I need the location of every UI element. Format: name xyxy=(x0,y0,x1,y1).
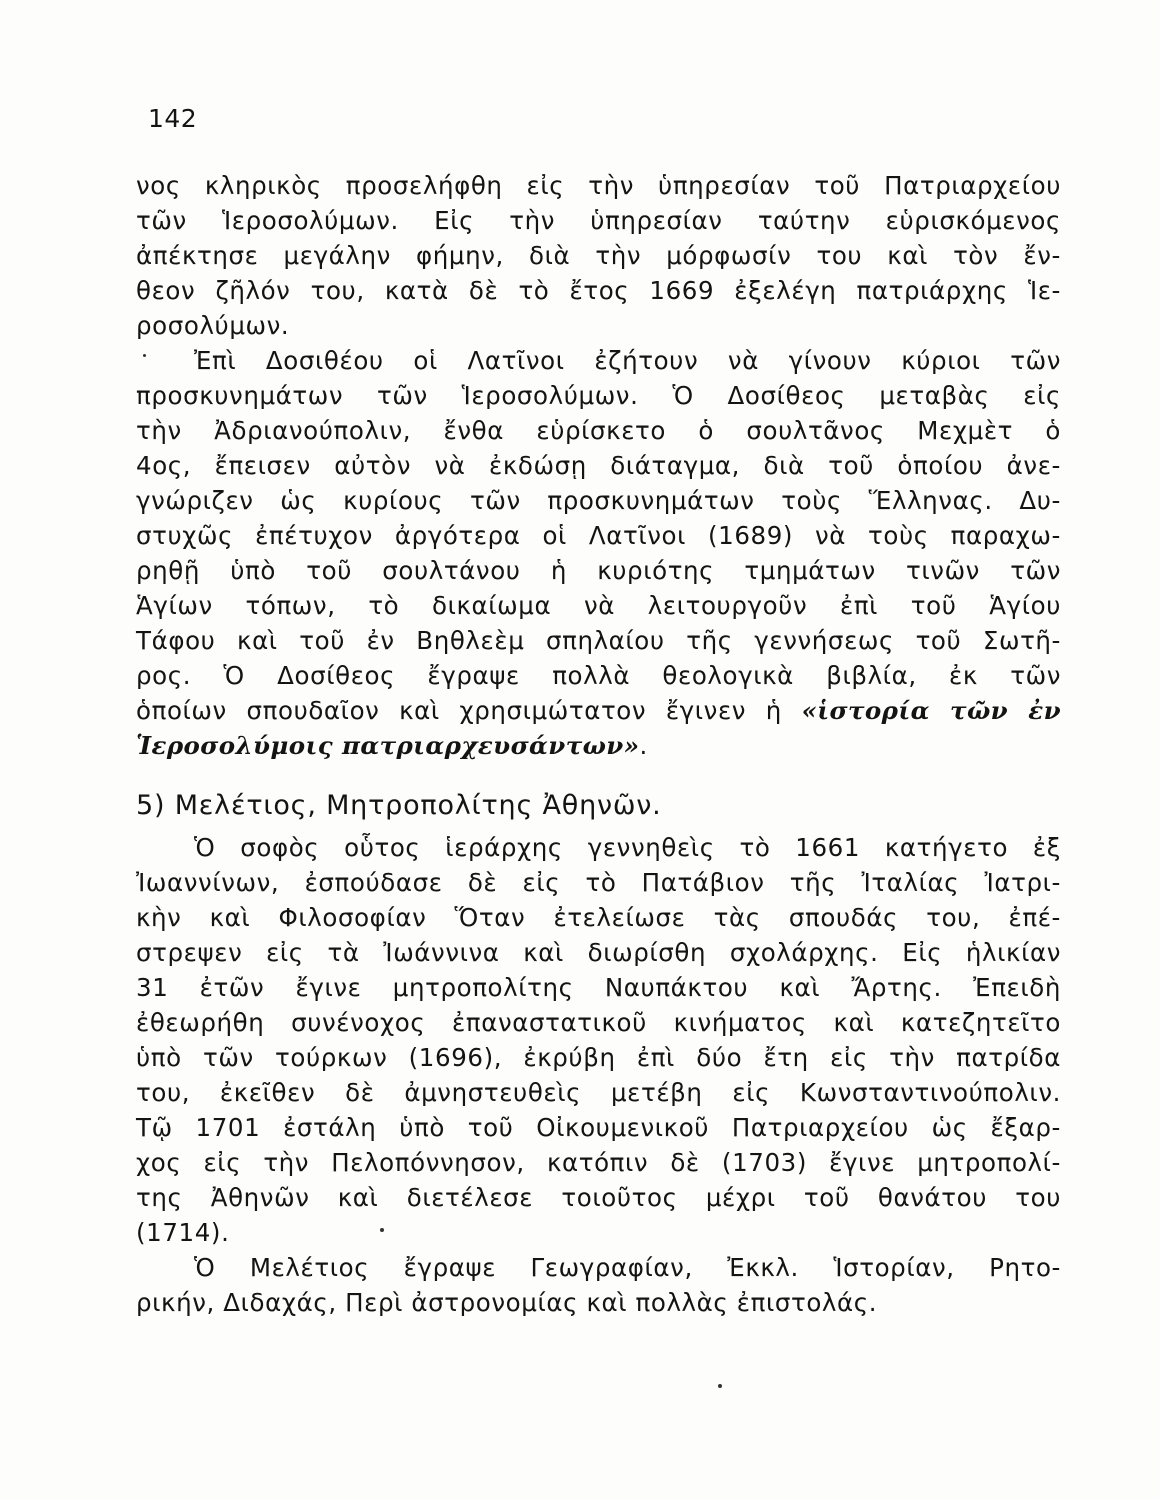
text-line: ἐθεωρήθη συνένοχος ἐπαναστατικοῦ κινήματος καὶ κατεζητεῖτο xyxy=(136,1008,1061,1037)
book-title-italic: «ἱστορία τῶν ἐν xyxy=(801,696,1061,725)
text-line: ὑπὸ τῶν τούρκων (1696), ἐκρύβη ἐπὶ δύο ἔτη εἰς τὴν πατρίδα xyxy=(136,1043,1061,1072)
text-line: Ἐπὶ Δοσιθέου οἱ Λατῖνοι ἐζήτουν νὰ γίνουν κύριοι τῶν xyxy=(194,346,1061,375)
text-line: κὴν καὶ Φιλοσοφίαν Ὅταν ἐτελείωσε τὰς σπουδάς του, ἐπέ- xyxy=(136,903,1061,932)
text-line: χος εἰς τὴν Πελοπόννησον, κατόπιν δὲ (1703) ἔγινε μητροπολί- xyxy=(136,1148,1061,1177)
text-line: ρος. Ὁ Δοσίθεος ἔγραψε πολλὰ θεολογικὰ βιβλία, ἐκ τῶν xyxy=(136,661,1061,690)
text-line: Τάφου καὶ τοῦ ἐν Βηθλεὲμ σπηλαίου τῆς γεννήσεως τοῦ Σωτῆ- xyxy=(136,626,1061,655)
text-line: θεον ζῆλόν του, κατὰ δὲ τὸ ἔτος 1669 ἐξελέγη πατριάρχης Ἱε- xyxy=(136,276,1061,305)
text-line: στυχῶς ἐπέτυχον ἀργότερα οἱ Λατῖνοι (1689) νὰ τοὺς παραχω- xyxy=(136,521,1061,550)
text-line: ἀπέκτησε μεγάλην φήμην, διὰ τὴν μόρφωσίν του καὶ τὸν ἔν- xyxy=(136,241,1061,270)
scan-speck xyxy=(718,1384,722,1388)
text-line: Ἁγίων τόπων, τὸ δικαίωμα νὰ λειτουργοῦν ἐπὶ τοῦ Ἁγίου xyxy=(136,591,1061,620)
text-line: τὴν Ἀδριανούπολιν, ἔνθα εὑρίσκετο ὁ σουλτᾶνος Μεχμὲτ ὁ xyxy=(136,416,1061,445)
text-line xyxy=(136,728,1061,764)
scan-speck xyxy=(143,354,146,357)
text-line: προσκυνημάτων τῶν Ἱεροσολύμων. Ὁ Δοσίθεος μεταβὰς εἰς xyxy=(136,381,1061,410)
text-line: στρεψεν εἰς τὰ Ἰωάννινα καὶ διωρίσθη σχολάρχης. Εἰς ἡλικίαν xyxy=(136,938,1061,967)
section-heading: 5) Μελέτιος, Μητροπολίτης Ἀθηνῶν. xyxy=(136,790,662,821)
text-line: 4ος, ἔπεισεν αὐτὸν νὰ ἐκδώσῃ διάταγμα, διὰ τοῦ ὁποίου ἀνε- xyxy=(136,451,1061,480)
text-run: . xyxy=(639,731,648,760)
book-title-italic: Ἱεροσολύμοις πατριαρχευσάντων» xyxy=(136,731,640,760)
text-line: Τῷ 1701 ἐστάλη ὑπὸ τοῦ Οἰκουμενικοῦ Πατριαρχείου ὡς ἔξαρ- xyxy=(136,1113,1061,1142)
text-line xyxy=(136,693,1061,729)
text-line: Ἰωαννίνων, ἐσπούδασε δὲ εἰς τὸ Πατάβιον τῆς Ἰταλίας Ἰατρι- xyxy=(136,868,1061,897)
text-run: ὁποίων σπουδαῖον καὶ χρησιμώτατον ἔγινεν ἡ xyxy=(136,696,802,725)
text-line: 31 ἐτῶν ἔγινε μητροπολίτης Ναυπάκτου καὶ Ἄρτης. Ἐπειδὴ xyxy=(136,973,1061,1002)
text-line: τῶν Ἱεροσολύμων. Εἰς τὴν ὑπηρεσίαν ταύτην εὑρισκόμενος xyxy=(136,206,1061,235)
text-line: νος κληρικὸς προσελήφθη εἰς τὴν ὑπηρεσίαν τοῦ Πατριαρχείου xyxy=(136,171,1061,200)
scan-speck xyxy=(380,1228,384,1232)
text-line: (1714). xyxy=(136,1218,230,1247)
text-line: ροσολύμων. xyxy=(136,311,290,340)
text-line: ρηθῇ ὑπὸ τοῦ σουλτάνου ἡ κυριότης τμημάτων τινῶν τῶν xyxy=(136,556,1061,585)
text-line: Ὁ σοφὸς οὗτος ἱεράρχης γεννηθεὶς τὸ 1661 κατήγετο ἐξ xyxy=(194,833,1061,862)
text-line: Ὁ Μελέτιος ἔγραψε Γεωγραφίαν, Ἐκκλ. Ἱστορίαν, Ρητο- xyxy=(194,1253,1061,1282)
text-line: γνώριζεν ὡς κυρίους τῶν προσκυνημάτων τοὺς Ἕλληνας. Δυ- xyxy=(136,486,1061,515)
text-line: ρικήν, Διδαχάς, Περὶ ἀστρονομίας καὶ πολλὰς ἐπιστολάς. xyxy=(136,1288,878,1317)
page-number: 142 xyxy=(148,104,198,133)
text-line: της Ἀθηνῶν καὶ διετέλεσε τοιοῦτος μέχρι τοῦ θανάτου του xyxy=(136,1183,1061,1212)
text-line: του, ἐκεῖθεν δὲ ἀμνηστευθεὶς μετέβη εἰς Κωνσταντινούπολιν. xyxy=(136,1078,1061,1107)
